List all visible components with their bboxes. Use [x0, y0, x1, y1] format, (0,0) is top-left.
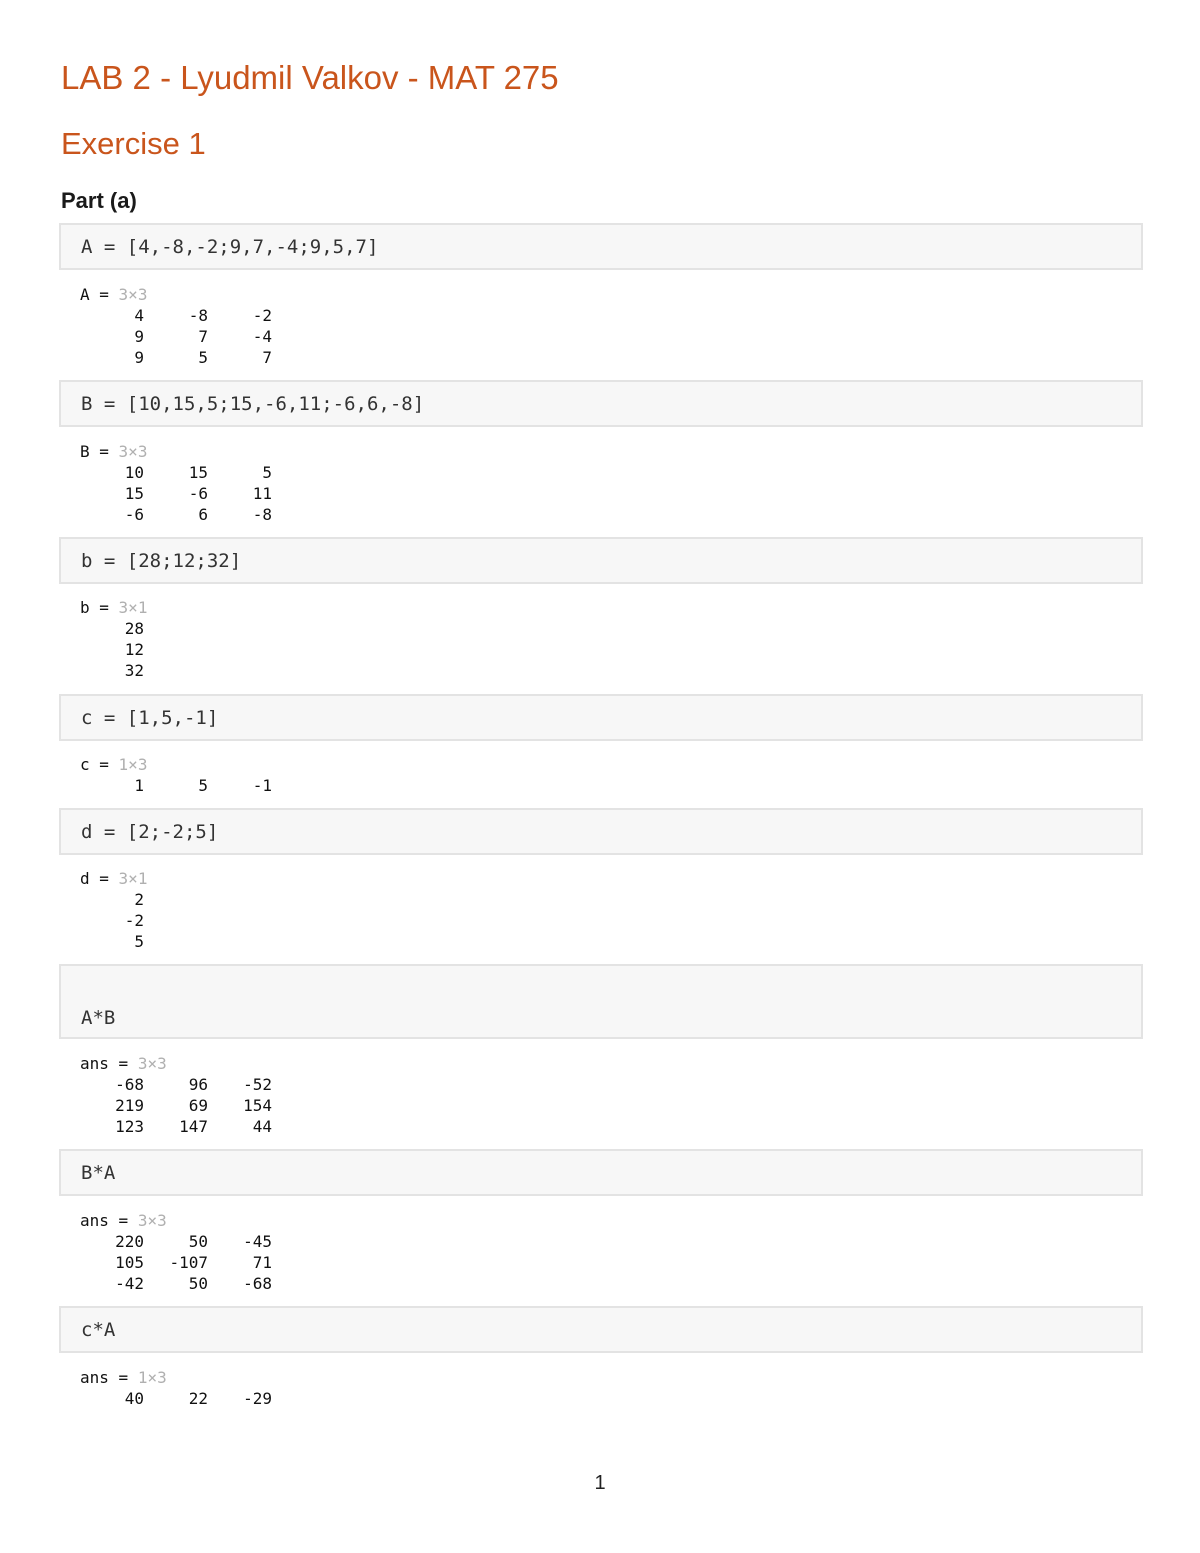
matrix-cell: 50 — [188, 1274, 208, 1293]
matrix-row — [80, 347, 272, 368]
matrix-cell: 7 — [198, 327, 208, 346]
output-header: ans = 3×3 — [80, 1054, 167, 1073]
matrix-cell: -45 — [243, 1232, 272, 1251]
output-block — [80, 754, 272, 796]
matrix-row — [80, 1273, 272, 1294]
code-cell[interactable]: B = [10,15,5;15,-6,11;-6,6,-8] — [59, 380, 1143, 427]
output-block — [80, 284, 272, 368]
matrix-cell: -1 — [252, 776, 272, 795]
matrix-row — [80, 326, 272, 347]
matrix-cell: 69 — [188, 1096, 208, 1115]
matrix-cell: -42 — [115, 1274, 144, 1293]
output-matrix — [80, 889, 147, 952]
matrix-cell: 15 — [188, 463, 208, 482]
matrix-cell: 96 — [188, 1075, 208, 1094]
matrix-cell: 12 — [124, 640, 144, 659]
output-dims: 1×3 — [137, 1368, 167, 1387]
output-variable: c — [80, 755, 90, 774]
matrix-cell: 154 — [243, 1096, 272, 1115]
output-header: c = 1×3 — [80, 755, 148, 774]
matrix-cell: -52 — [243, 1075, 272, 1094]
matrix-cell: 220 — [115, 1232, 144, 1251]
matrix-row — [80, 1231, 272, 1252]
output-header: A = 3×3 — [80, 285, 148, 304]
matrix-cell: -68 — [115, 1075, 144, 1094]
matrix-cell: 105 — [115, 1253, 144, 1272]
matrix-row — [80, 889, 147, 910]
matrix-cell: 6 — [198, 505, 208, 524]
matrix-row — [80, 639, 147, 660]
matrix-cell: 32 — [124, 661, 144, 680]
matrix-cell: 1 — [134, 776, 144, 795]
matrix-row — [80, 660, 147, 681]
matrix-cell: 15 — [124, 484, 144, 503]
output-variable: ans — [80, 1211, 109, 1230]
matrix-row — [80, 305, 272, 326]
matrix-cell: 9 — [134, 348, 144, 367]
output-block — [80, 1210, 272, 1294]
matrix-cell: -68 — [243, 1274, 272, 1293]
matrix-cell: -2 — [252, 306, 272, 325]
output-header: B = 3×3 — [80, 442, 148, 461]
output-dims: 3×1 — [118, 869, 148, 888]
matrix-cell: 123 — [115, 1117, 144, 1136]
matrix-cell: 22 — [188, 1389, 208, 1408]
matrix-cell: 5 — [198, 776, 208, 795]
output-variable: ans — [80, 1054, 109, 1073]
matrix-cell: 44 — [252, 1117, 272, 1136]
output-block — [80, 868, 147, 952]
matrix-cell: 40 — [124, 1389, 144, 1408]
matrix-cell: -8 — [188, 306, 208, 325]
code-cell[interactable]: c*A — [59, 1306, 1143, 1353]
matrix-cell: 5 — [198, 348, 208, 367]
matrix-row — [80, 504, 272, 525]
output-header: ans = 1×3 — [80, 1368, 167, 1387]
matrix-row — [80, 483, 272, 504]
output-header: d = 3×1 — [80, 869, 148, 888]
matrix-cell: 147 — [179, 1117, 208, 1136]
output-matrix — [80, 1231, 272, 1294]
output-dims: 3×1 — [118, 598, 148, 617]
output-variable: d — [80, 869, 90, 888]
page-number: 1 — [594, 1472, 606, 1494]
code-cell[interactable]: B*A — [59, 1149, 1143, 1196]
matrix-cell: -8 — [252, 505, 272, 524]
output-variable: A — [80, 285, 90, 304]
matrix-cell: 4 — [134, 306, 144, 325]
code-cell[interactable]: b = [28;12;32] — [59, 537, 1143, 584]
matrix-cell: 10 — [124, 463, 144, 482]
document-title: LAB 2 - Lyudmil Valkov - MAT 275 — [61, 59, 559, 96]
output-header: b = 3×1 — [80, 598, 148, 617]
matrix-cell: 5 — [134, 932, 144, 951]
output-matrix — [80, 1074, 272, 1137]
matrix-cell: 2 — [134, 890, 144, 909]
output-dims: 3×3 — [137, 1054, 167, 1073]
code-cell[interactable]: c = [1,5,-1] — [59, 694, 1143, 741]
matrix-cell: 9 — [134, 327, 144, 346]
output-dims: 3×3 — [118, 285, 148, 304]
output-dims: 1×3 — [118, 755, 148, 774]
code-cell[interactable]: A*B — [59, 964, 1143, 1039]
matrix-cell: -6 — [188, 484, 208, 503]
exercise-heading: Exercise 1 — [61, 126, 206, 161]
matrix-cell: -107 — [169, 1253, 208, 1272]
output-block — [80, 441, 272, 525]
matrix-cell: 50 — [188, 1232, 208, 1251]
matrix-cell: 5 — [262, 463, 272, 482]
matrix-cell: -2 — [124, 911, 144, 930]
matrix-row — [80, 618, 147, 639]
matrix-row — [80, 1095, 272, 1116]
matrix-cell: -29 — [243, 1389, 272, 1408]
matrix-cell: -4 — [252, 327, 272, 346]
matrix-cell: 7 — [262, 348, 272, 367]
output-matrix — [80, 305, 272, 368]
code-cell[interactable]: A = [4,-8,-2;9,7,-4;9,5,7] — [59, 223, 1143, 270]
matrix-row — [80, 1074, 272, 1095]
output-variable: ans — [80, 1368, 109, 1387]
matrix-cell: 11 — [252, 484, 272, 503]
matrix-cell: 71 — [252, 1253, 272, 1272]
output-matrix — [80, 775, 272, 796]
matrix-row — [80, 910, 147, 931]
output-dims: 3×3 — [118, 442, 148, 461]
matrix-row — [80, 775, 272, 796]
output-header: ans = 3×3 — [80, 1211, 167, 1230]
output-dims: 3×3 — [137, 1211, 167, 1230]
matrix-row — [80, 1388, 272, 1409]
matrix-row — [80, 462, 272, 483]
output-block — [80, 1053, 272, 1137]
matrix-cell: -6 — [124, 505, 144, 524]
matrix-row — [80, 931, 147, 952]
code-cell[interactable]: d = [2;-2;5] — [59, 808, 1143, 855]
matrix-cell: 28 — [124, 619, 144, 638]
output-matrix — [80, 618, 147, 681]
matrix-cell: 219 — [115, 1096, 144, 1115]
output-block — [80, 597, 147, 681]
output-variable: B — [80, 442, 90, 461]
output-variable: b — [80, 598, 90, 617]
output-matrix — [80, 462, 272, 525]
matrix-row — [80, 1116, 272, 1137]
matrix-row — [80, 1252, 272, 1273]
part-heading: Part (a) — [61, 188, 137, 213]
output-block — [80, 1367, 272, 1409]
output-matrix — [80, 1388, 272, 1409]
